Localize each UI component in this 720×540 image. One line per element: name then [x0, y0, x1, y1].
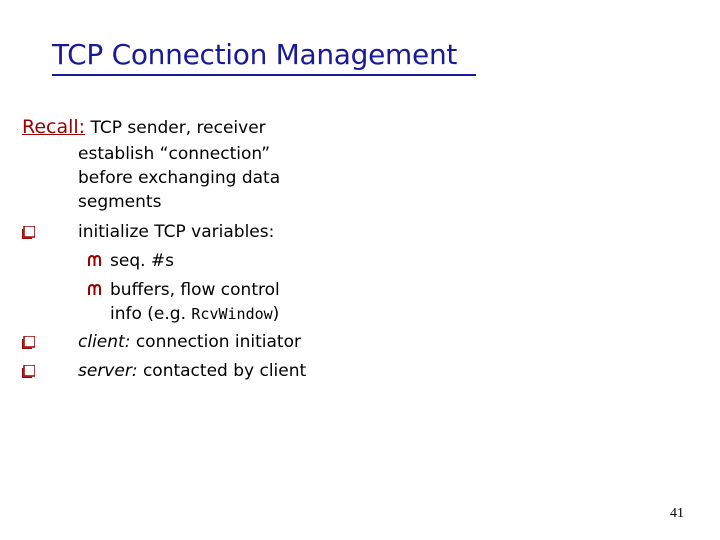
- sub-bullet-seq: seq. #s: [110, 251, 175, 271]
- recall-text-3: before exchanging data: [78, 168, 281, 188]
- recall-text-4: segments: [78, 192, 162, 212]
- sub-bullet-buffers-cont: [110, 302, 279, 326]
- bullet-initialize: initialize TCP variables:: [78, 222, 275, 242]
- recall-line-1: [22, 115, 266, 140]
- server-text: contacted by client: [137, 361, 307, 381]
- red-circle-sub-bullet-icon: [88, 284, 101, 296]
- bullet-server: [78, 359, 306, 383]
- title-underline: [52, 74, 476, 76]
- rcvwindow-code: RcvWindow: [191, 305, 273, 323]
- recall-label: Recall:: [22, 116, 86, 138]
- client-label: client:: [78, 332, 131, 352]
- client-text: connection initiator: [130, 332, 301, 352]
- recall-text-2: establish “connection”: [78, 144, 271, 164]
- sub-bullet-buffers: buffers, flow control: [110, 280, 280, 300]
- page-title: TCP Connection Management: [52, 38, 458, 71]
- red-square-bullet-icon: [22, 226, 35, 239]
- page-number: 41: [670, 506, 684, 521]
- server-label: server:: [78, 361, 138, 381]
- red-circle-sub-bullet-icon: [88, 255, 101, 267]
- red-square-bullet-icon: [22, 365, 35, 378]
- bullet-client: [78, 330, 301, 354]
- red-square-bullet-icon: [22, 336, 35, 349]
- recall-text-1: TCP sender, receiver: [90, 118, 266, 138]
- sub-bullet-info-text: info (e.g.: [110, 304, 192, 324]
- sub-bullet-close-paren: ): [272, 304, 280, 324]
